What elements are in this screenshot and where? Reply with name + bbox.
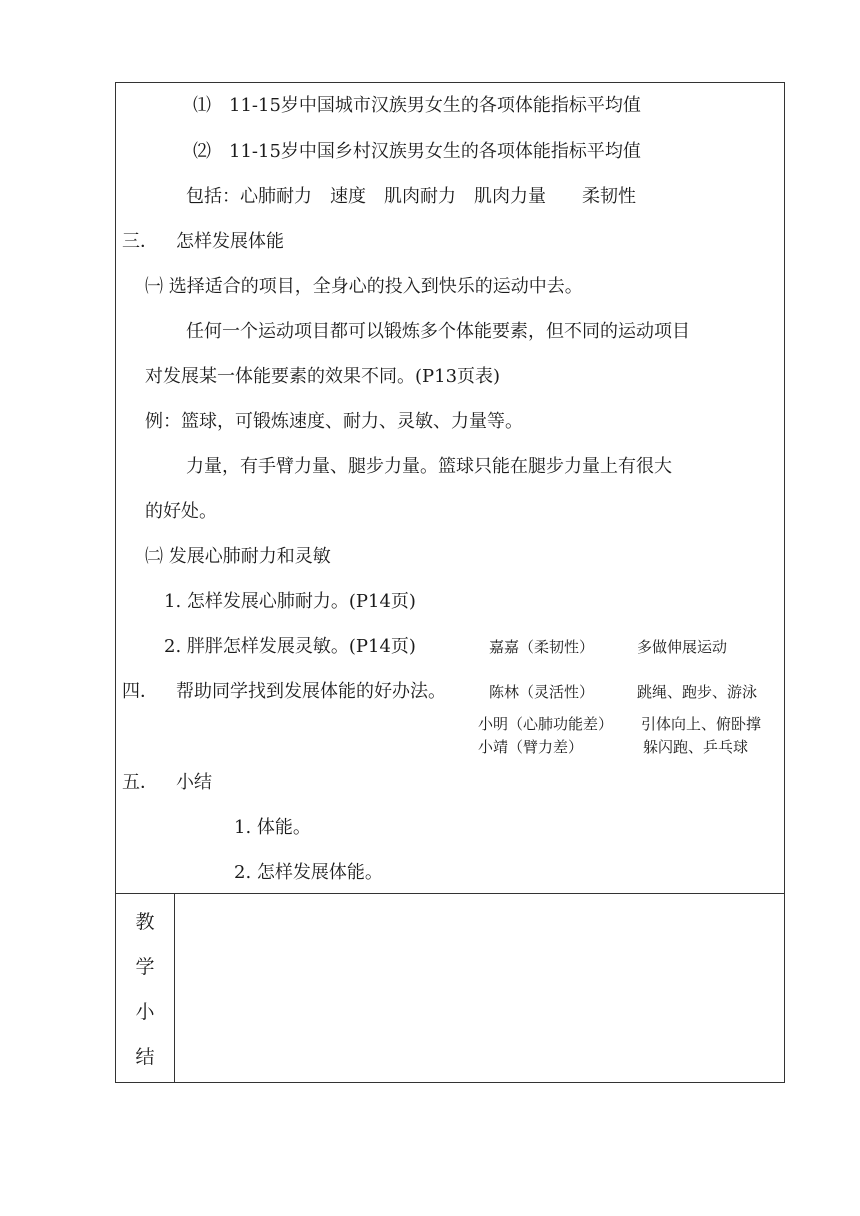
paragraph-2-line-2: 的好处。 [145,501,217,522]
section-5-heading: 小结 [176,772,212,793]
fitness-components-line: 包括：心肺耐力 速度 肌肉耐力 肌肉力量 柔韧性 [186,186,636,207]
basketball-example: 例：篮球，可锻炼速度、耐力、灵敏、力量等。 [145,411,523,432]
paragraph-1-line-2: 对发展某一体能要素的效果不同。(P13页表) [145,366,501,387]
student-name: 小靖（臂力差） [478,738,584,756]
summary-label-char: 学 [135,956,155,978]
training-method: 躲闪跑、乒乓球 [643,738,749,756]
paragraph-1-line-1: 任何一个运动项目都可以锻炼多个体能要素，但不同的运动项目 [186,321,690,342]
summary-label-char: 小 [135,1001,155,1023]
list-item-rural-indicators: ⑵ 11-15岁中国乡村汉族男女生的各项体能指标平均值 [193,141,641,162]
step-2: 2. 胖胖怎样发展灵敏。(P14页) [164,636,416,657]
student-name: 嘉嘉（柔韧性） [489,638,595,656]
row-divider [115,893,785,894]
training-method: 引体向上、俯卧撑 [641,715,762,733]
section-3-heading: 怎样发展体能 [176,231,284,252]
summary-item-2: 2. 怎样发展体能。 [234,862,383,883]
training-method: 跳绳、跑步、游泳 [637,683,758,701]
training-method: 多做伸展运动 [637,638,728,656]
section-3-number: 三． [122,231,158,252]
section-4-heading: 帮助同学找到发展体能的好办法。 [176,681,446,702]
section-5-number: 五． [122,772,158,793]
subsection-1-heading: ㈠ 选择适合的项目，全身心的投入到快乐的运动中去。 [145,276,583,297]
summary-item-1: 1. 体能。 [234,817,311,838]
student-name: 陈林（灵活性） [489,683,595,701]
summary-label-char: 教 [135,911,155,933]
step-1: 1. 怎样发展心肺耐力。(P14页) [164,591,416,612]
student-name: 小明（心肺功能差） [478,715,614,733]
section-4-number: 四． [122,681,158,702]
subsection-2-heading: ㈡ 发展心肺耐力和灵敏 [145,546,331,567]
paragraph-2-line-1: 力量，有手臂力量、腿步力量。篮球只能在腿步力量上有很大 [186,456,672,477]
list-item-city-indicators: ⑴ 11-15岁中国城市汉族男女生的各项体能指标平均值 [193,95,641,116]
summary-label-char: 结 [135,1046,155,1068]
